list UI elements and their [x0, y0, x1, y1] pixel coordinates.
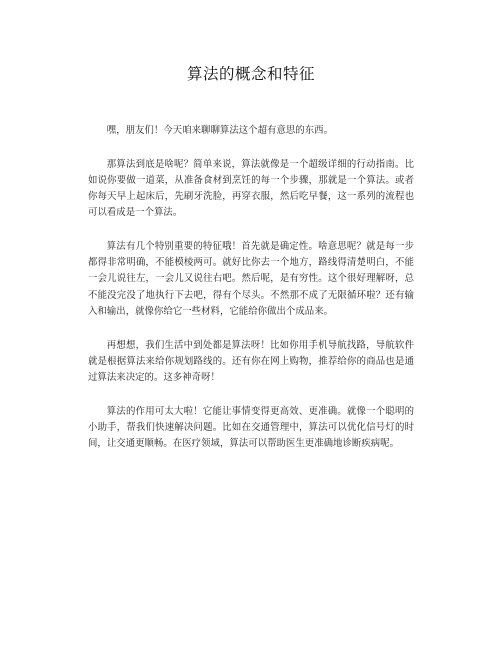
paragraph-everyday-examples: 再想想，我们生活中到处都是算法呀！比如你用手机导航找路，导航软件就是根据算法来给你规划路线的。还有你在网上购物，推荐给你的商品也是通过算法来决定的。这多神奇呀！ [88, 339, 414, 383]
paragraph-uses: 算法的作用可太大啦！它能让事情变得更高效、更准确。就像一个聪明的小助手，帮我们快速解决问题。比如在交通管理中，算法可以优化信号灯的时间，让交通更顺畅。在医疗领域，算法可以帮助医生更准确地诊断疾病呢。 [88, 405, 414, 450]
document-title: 算法的概念和特征 [186, 65, 315, 83]
paragraph-intro: 嘿，朋友们！今天咱来聊聊算法这个超有意思的东西。 [106, 125, 333, 136]
paragraph-features: 算法有几个特别重要的特征哦！首先就是确定性。啥意思呢？就是每一步都得非常明确，不能模棱两可。就好比你去一个地方，路线得清楚明白，不能一会儿说往左，一会儿又说往右吧。然后呢，是有穷性。这个很好理解呀，总不能没完没了地执行下去吧，得有个尽头。不然那不成了无限循环啦？还有输入和输出，就像你给它一些材料，它能给你做出个成品来。 [88, 241, 414, 317]
paragraph-definition: 那算法到底是啥呢？简单来说，算法就像是一个超级详细的行动指南。比如说你要做一道菜，从准备食材到烹饪的每一个步骤，那就是一个算法。或者你每天早上起床后，先刷牙洗脸，再穿衣服，然后吃早餐，这一系列的流程也可以看成是一个算法。 [88, 158, 414, 219]
document-body [88, 123, 414, 470]
